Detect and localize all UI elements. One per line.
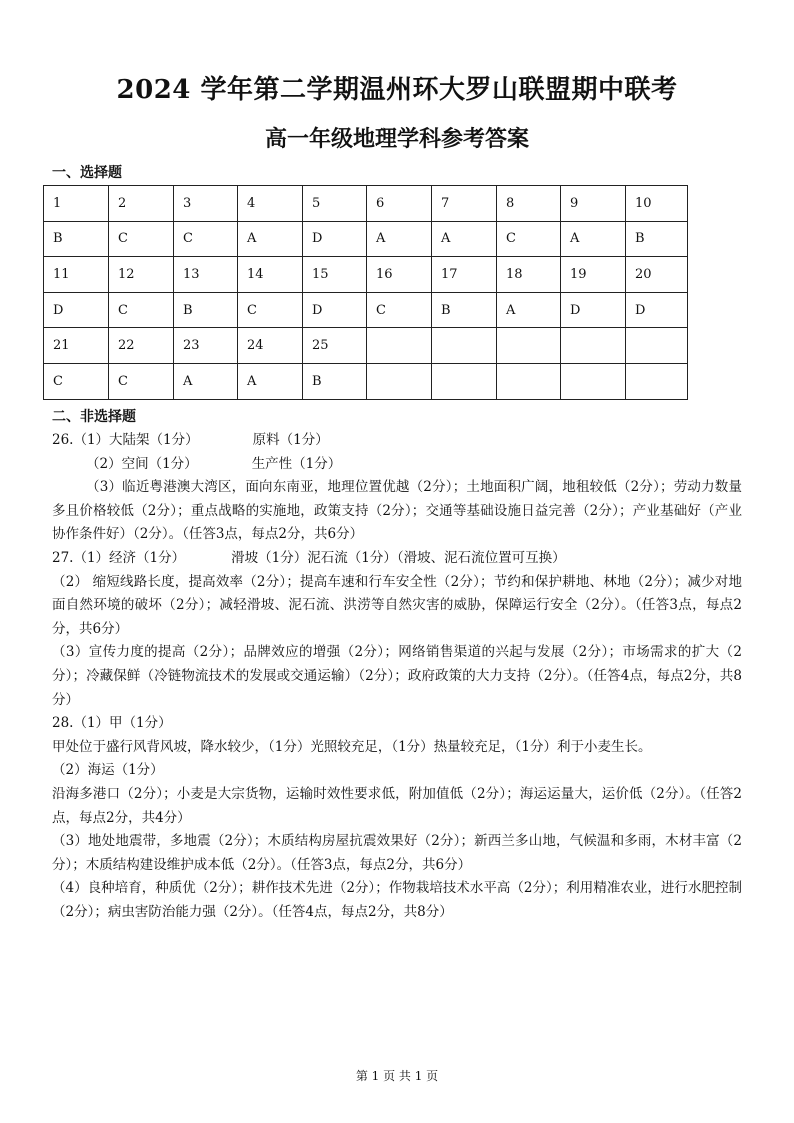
answer-row xyxy=(44,221,688,257)
q27-part2: （2） 缩短线路长度，提高效率（2分）；提高车速和行车安全性（2分）；节约和保护耕地、林地（2分）；减少对地面自然环境的破坏（2分）；减轻滑坡、泥石流、洪涝等自然灾害的威胁，保障运行安全（2分）。（任答3点，每点2分，共6分） xyxy=(52,573,742,637)
answer-cell: D xyxy=(303,221,367,257)
question-number-cell: 2 xyxy=(109,186,174,222)
q26-part2-answer-b: 生产性（1分） xyxy=(251,455,342,472)
question-number-cell: 11 xyxy=(44,257,109,293)
answer-cell xyxy=(367,363,432,399)
answer-cell xyxy=(626,363,688,399)
answer-cell: A xyxy=(497,292,561,328)
answer-table xyxy=(43,185,688,400)
q26-part2-answer-a: （2）空间（1分） xyxy=(86,455,198,472)
answer-content xyxy=(52,429,742,924)
q26-part1-answer-a: 26.（1）大陆架（1分） xyxy=(52,432,199,448)
question-number-cell xyxy=(561,328,626,364)
question-number-cell: 16 xyxy=(367,257,432,293)
answer-cell: B xyxy=(303,363,367,399)
question-number-row xyxy=(44,186,688,222)
question-number-cell: 22 xyxy=(109,328,174,364)
question-number-cell: 4 xyxy=(238,186,303,222)
question-number-cell: 3 xyxy=(174,186,238,222)
answer-cell xyxy=(561,363,626,399)
answer-cell: B xyxy=(44,221,109,257)
answer-cell: A xyxy=(561,221,626,257)
answer-cell: C xyxy=(109,292,174,328)
q27-part3: （3）宣传力度的提高（2分）；品牌效应的增强（2分）；网络销售渠道的兴起与发展（2分）；市场需求的扩大（2分）；冷藏保鲜（冷链物流技术的发展或交通运输）（2分）；政府政策的大力支持（2分）。（任答4点，每点2分，共8分） xyxy=(52,644,742,708)
page-footer: 第 1 页 共 1 页 xyxy=(355,1069,439,1083)
question-number-row xyxy=(44,257,688,293)
answer-cell: C xyxy=(44,363,109,399)
q26-line2 xyxy=(52,453,742,477)
answer-cell: D xyxy=(44,292,109,328)
question-number-cell: 1 xyxy=(44,186,109,222)
q27-line1 xyxy=(52,547,742,571)
q28-part1: 28.（1）甲（1分） xyxy=(52,715,172,732)
q28-part2-detail: 沿海多港口（2分）；小麦是大宗货物，运输时效性要求低，附加值低（2分）；海运运量大，运价低（2分）。（任答2点，每点2分，共4分） xyxy=(52,785,742,826)
question-number-cell: 7 xyxy=(432,186,497,222)
answer-cell: C xyxy=(497,221,561,257)
answer-cell: A xyxy=(238,363,303,399)
answer-cell: C xyxy=(174,221,238,257)
question-number-cell xyxy=(367,328,432,364)
answer-cell: A xyxy=(238,221,303,257)
answer-cell: A xyxy=(432,221,497,257)
answer-row xyxy=(44,363,688,399)
question-number-cell: 6 xyxy=(367,186,432,222)
question-number-cell: 24 xyxy=(238,328,303,364)
question-number-cell xyxy=(626,328,688,364)
answer-cell xyxy=(432,363,497,399)
answer-row xyxy=(44,292,688,328)
question-number-cell xyxy=(497,328,561,364)
question-number-cell: 12 xyxy=(109,257,174,293)
question-number-cell: 18 xyxy=(497,257,561,293)
answer-cell: D xyxy=(303,292,367,328)
answer-table-body xyxy=(44,186,688,400)
question-number-cell: 21 xyxy=(44,328,109,364)
question-number-cell: 8 xyxy=(497,186,561,222)
question-number-cell: 23 xyxy=(174,328,238,364)
question-number-row xyxy=(44,328,688,364)
q28-part2: （2）海运（1分） xyxy=(52,762,164,779)
answer-cell: B xyxy=(432,292,497,328)
page-title: 2024 学年第二学期温州环大罗山联盟期中联考 xyxy=(116,75,678,105)
q28-part3: （3）地处地震带，多地震（2分）；木质结构房屋抗震效果好（2分）；新西兰多山地，气候温和多雨，木材丰富（2分）；木质结构建设维护成本低（2分）。（任答3点，每点2分，共6分） xyxy=(52,833,742,873)
q28-part4: （4）良种培育，种质优（2分）；耕作技术先进（2分）；作物栽培技术水平高（2分）；利用精准农业，进行水肥控制（2分）；病虫害防治能力强（2分）。（任答4点，每点2分，共8分） xyxy=(52,880,742,920)
q26-line1 xyxy=(52,429,742,453)
answer-cell: D xyxy=(626,292,688,328)
q26-part1-answer-b: 原料（1分） xyxy=(252,432,329,448)
question-number-cell: 25 xyxy=(303,328,367,364)
question-number-cell: 14 xyxy=(238,257,303,293)
answer-cell: B xyxy=(626,221,688,257)
question-number-cell: 19 xyxy=(561,257,626,293)
question-number-cell: 5 xyxy=(303,186,367,222)
answer-cell: C xyxy=(109,363,174,399)
question-number-cell: 15 xyxy=(303,257,367,293)
answer-cell: D xyxy=(561,292,626,328)
question-number-cell: 20 xyxy=(626,257,688,293)
answer-cell xyxy=(497,363,561,399)
question-number-cell: 13 xyxy=(174,257,238,293)
question-number-cell: 17 xyxy=(432,257,497,293)
answer-cell: A xyxy=(367,221,432,257)
q28-part1-detail: 甲处位于盛行风背风坡，降水较少，（1分）光照较充足，（1分）热量较充足，（1分）利于小麦生长。 xyxy=(52,738,652,755)
question-number-cell: 10 xyxy=(626,186,688,222)
section-heading-choice: 一、选择题 xyxy=(52,165,122,181)
answer-cell: A xyxy=(174,363,238,399)
section-heading-nonchoice: 二、非选择题 xyxy=(52,409,136,425)
page-subtitle: 高一年级地理学科参考答案 xyxy=(264,126,529,152)
answer-cell: C xyxy=(109,221,174,257)
answer-cell: C xyxy=(238,292,303,328)
q27-part1-answer-b: 滑坡（1分）泥石流（1分）（滑坡、泥石流位置可互换） xyxy=(231,549,566,566)
answer-cell: C xyxy=(367,292,432,328)
q27-part1-answer-a: 27.（1）经济（1分） xyxy=(52,549,186,566)
q26-part3: （3）临近粤港澳大湾区，面向东南亚，地理位置优越（2分）；土地面积广阔，地租较低（2分）；劳动力数量多且价格较低（2分）；重点战略的实施地，政策支持（2分）；交通等基础设施日益完善（2分）；产业基础好（产业协作条件好）（2分）。（任答3点，每点2分，共6分） xyxy=(52,479,742,543)
question-number-cell: 9 xyxy=(561,186,626,222)
answer-cell: B xyxy=(174,292,238,328)
question-number-cell xyxy=(432,328,497,364)
